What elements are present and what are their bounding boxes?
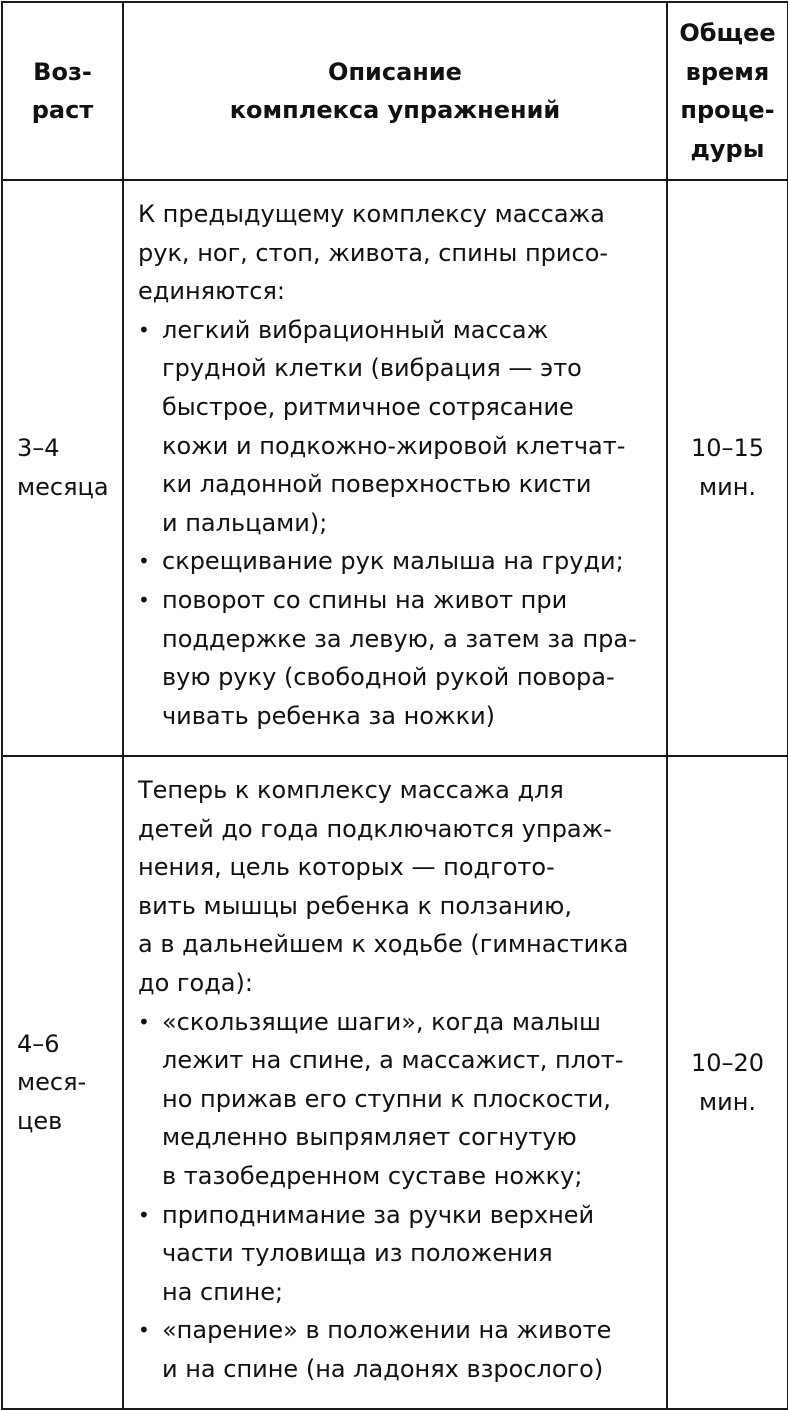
text-line: чивать ребенка за ножки) xyxy=(162,701,496,730)
age-text: 4–6 xyxy=(17,1029,60,1058)
text-line: • поворот со спины на живот при xyxy=(162,585,568,614)
text-line: а в дальнейшем к ходьбе (гимнастика xyxy=(138,930,629,959)
header-description xyxy=(123,2,667,180)
header-row xyxy=(2,2,788,180)
text-line: • скрещивание рук малыша на груди; xyxy=(162,547,624,576)
text-line: лежит на спине, а массажист, плот- xyxy=(162,1046,624,1075)
list-item xyxy=(138,1196,656,1312)
list-item xyxy=(138,542,656,581)
description-cell xyxy=(123,180,667,756)
age-text: месяца xyxy=(17,473,109,501)
text-line: вить мышцы ребенка к ползанию, xyxy=(138,891,572,920)
text-line: медленно выпрямляет согнутую xyxy=(162,1123,577,1152)
list-item xyxy=(138,1311,656,1388)
text-line: нения, цель которых — подгото- xyxy=(138,853,555,882)
exercise-list xyxy=(138,1003,656,1389)
text-line: кожи и подкожно-жировой клетчат- xyxy=(162,431,626,460)
table-row xyxy=(2,756,788,1409)
time-text: мин. xyxy=(698,473,757,501)
time-cell xyxy=(667,180,788,756)
text-line: быстрое, ритмичное сотрясание xyxy=(162,392,574,421)
description-intro xyxy=(138,195,656,311)
text-line: в тазобедренном суставе ножку; xyxy=(162,1161,583,1190)
header-time-line: время xyxy=(685,57,770,86)
age-text: 3–4 xyxy=(17,434,60,463)
time-text: 10–20 xyxy=(690,1048,765,1077)
massage-schedule-table xyxy=(1,1,788,1410)
header-age-line: Воз- xyxy=(33,57,92,86)
header-age-line: раст xyxy=(31,96,94,124)
header-description-line: Описание xyxy=(328,57,462,86)
age-text: меся- xyxy=(17,1068,87,1097)
text-line: детей до года подключаются упраж- xyxy=(138,814,612,843)
list-item xyxy=(138,311,656,543)
table-row xyxy=(2,180,788,756)
header-time-line: проце- xyxy=(680,96,775,124)
text-line: • легкий вибрационный массаж xyxy=(162,315,549,344)
header-description-line: комплекса упражнений xyxy=(229,96,561,124)
description-intro xyxy=(138,771,656,1003)
exercise-list xyxy=(138,311,656,736)
list-item xyxy=(138,581,656,735)
description-cell xyxy=(123,756,667,1409)
list-item xyxy=(138,1003,656,1196)
text-line: и пальцами); xyxy=(162,508,328,537)
time-text: 10–15 xyxy=(690,434,765,463)
text-line: • «парение» в положении на животе xyxy=(162,1316,612,1345)
time-text: мин. xyxy=(698,1087,757,1116)
text-line: поддержке за левую, а затем за пра- xyxy=(162,624,637,653)
text-line: части туловища из положения xyxy=(162,1239,553,1268)
time-cell xyxy=(667,756,788,1409)
text-line: вую руку (свободной рукой повора- xyxy=(162,663,615,692)
age-text: цев xyxy=(17,1106,63,1135)
header-age xyxy=(2,2,123,180)
text-line: и на спине (на ладонях взрослого) xyxy=(162,1354,604,1383)
text-line: Теперь к комплексу массажа для xyxy=(138,776,564,804)
age-cell xyxy=(2,180,123,756)
header-total-time xyxy=(667,2,788,180)
text-line: рук, ног, стоп, живота, спины присо- xyxy=(138,238,609,267)
text-line: единяются: xyxy=(138,277,285,306)
text-line: но прижав его ступни к плоскости, xyxy=(162,1084,611,1113)
text-line: • приподнимание за ручки верхней xyxy=(162,1200,595,1229)
header-time-line: дуры xyxy=(690,134,765,163)
text-line: до года): xyxy=(138,968,253,997)
text-line: грудной клетки (вибрация — это xyxy=(162,354,582,383)
text-line: К предыдущему комплексу массажа xyxy=(138,200,605,228)
header-time-line: Общее xyxy=(679,19,776,47)
text-line: ки ладонной поверхностью кисти xyxy=(162,470,592,499)
text-line: • «скользящие шаги», когда малыш xyxy=(162,1007,601,1036)
text-line: на спине; xyxy=(162,1277,284,1306)
age-cell xyxy=(2,756,123,1409)
